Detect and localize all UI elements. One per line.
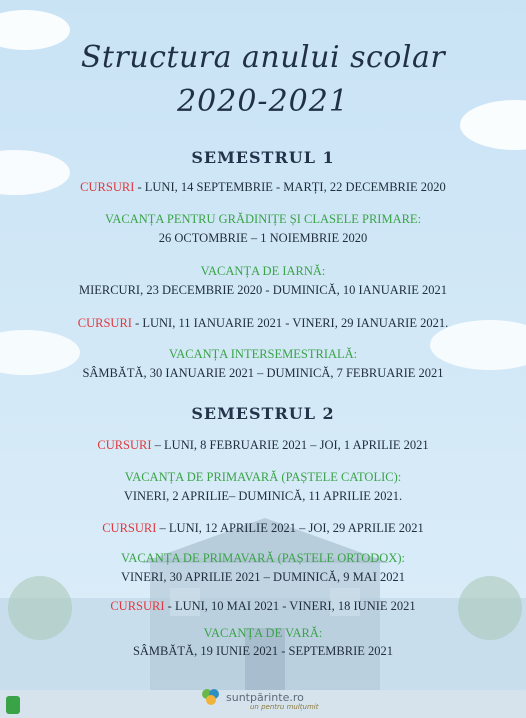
brand-logo-icon: [200, 686, 222, 708]
vacation-kindergarten-label: VACANȚA PENTRU GRĂDINIȚE ȘI CLASELE PRIMARE:: [104, 212, 422, 226]
winter-vacation-label: VACANȚA DE IARNĂ:: [200, 264, 326, 278]
page-title: Structura anului scolar: [80, 40, 446, 75]
courses-dates: - LUNI, 10 MAI 2021 - VINERI, 18 IUNIE 2021: [164, 599, 416, 613]
spring-vacation-orthodox-label: VACANȚA DE PRIMAVARĂ (PAȘTELE ORTODOX):: [120, 551, 405, 565]
summer-vacation-label: VACANȚA DE VARĂ:: [203, 626, 323, 640]
courses-dates: - LUNI, 14 SEPTEMBRIE - MARȚI, 22 DECEMBRIE 2020: [134, 180, 446, 194]
courses-tag: CURSURI: [97, 438, 152, 452]
courses-tag: CURSURI: [80, 180, 135, 194]
spring-vacation-orthodox-dates: VINERI, 30 APRILIE 2021 – DUMINICĂ, 9 MAI 2021: [120, 570, 405, 584]
page-subtitle-year: 2020-2021: [177, 84, 349, 119]
semester-1-heading: SEMESTRUL 1: [191, 148, 335, 167]
semester-1-courses-2: [0, 316, 526, 331]
summer-vacation-dates: SÂMBĂTĂ, 19 IUNIE 2021 - SEPTEMBRIE 2021: [132, 644, 394, 658]
courses-tag: CURSURI: [110, 599, 165, 613]
intersemester-vacation-label: VACANȚA INTERSEMESTRIALĂ:: [168, 347, 358, 361]
brand-tagline: un pentru mulțumit: [250, 703, 319, 711]
semester-1-courses-1: [0, 180, 526, 195]
intersemester-vacation-dates: SÂMBĂTĂ, 30 IANUARIE 2021 – DUMINICĂ, 7 FEBRUARIE 2021: [82, 366, 444, 380]
spring-vacation-catholic-label: VACANȚA DE PRIMAVARĂ (PAȘTELE CATOLIC):: [124, 470, 402, 484]
vacation-kindergarten-dates: 26 OCTOMBRIE – 1 NOIEMBRIE 2020: [158, 231, 368, 245]
corner-badge-icon: [6, 696, 20, 714]
courses-dates: – LUNI, 12 APRILIE 2021 – JOI, 29 APRILIE 2021: [156, 521, 424, 535]
spring-vacation-catholic-dates: VINERI, 2 APRILIE– DUMINICĂ, 11 APRILIE 2021.: [123, 489, 403, 503]
courses-dates: - LUNI, 11 IANUARIE 2021 - VINERI, 29 IANUARIE 2021.: [131, 316, 449, 330]
semester-2-heading: SEMESTRUL 2: [191, 404, 335, 423]
courses-tag: CURSURI: [77, 316, 132, 330]
semester-2-courses-1: [0, 438, 526, 453]
semester-2-courses-2: [0, 521, 526, 536]
brand-name: suntpărinte.ro: [226, 690, 304, 704]
winter-vacation-dates: MIERCURI, 23 DECEMBRIE 2020 - DUMINICĂ, 10 IANUARIE 2021: [78, 283, 448, 297]
courses-dates: – LUNI, 8 FEBRUARIE 2021 – JOI, 1 APRILIE 2021: [151, 438, 429, 452]
courses-tag: CURSURI: [102, 521, 157, 535]
semester-2-courses-3: [0, 599, 526, 614]
